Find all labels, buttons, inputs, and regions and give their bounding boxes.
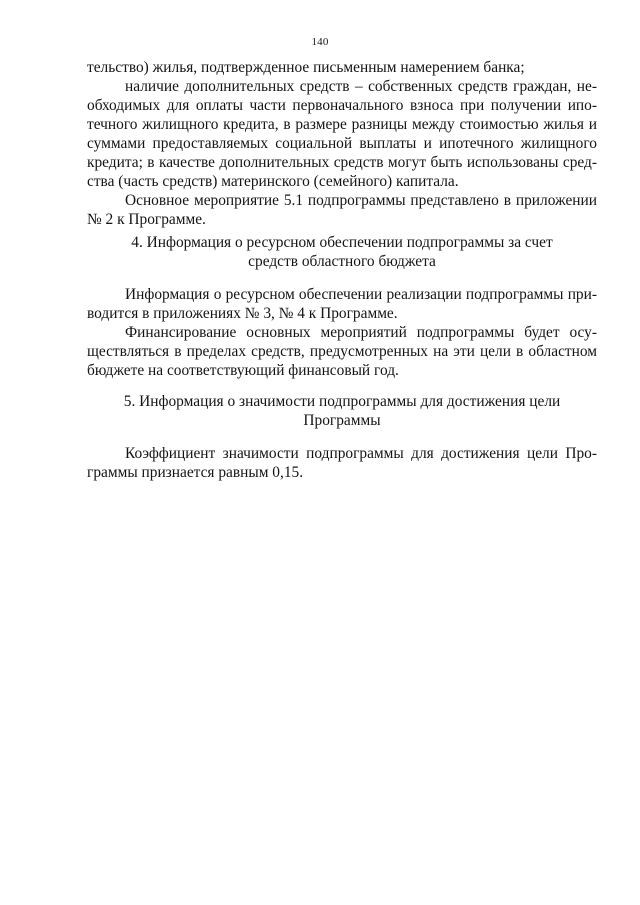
section-5-body (87, 444, 597, 482)
text-line: тельство) жилья, подтвержденное письменным намерением банка; (87, 59, 525, 76)
heading-line: 4. Информация о ресурсном обеспечении подпрограммы за счет (131, 234, 553, 251)
section-4-heading (87, 233, 597, 271)
text-line: течного жилищного кредита, в размере разницы между стоимостью жилья и (87, 116, 597, 133)
text-line: кредита; в качестве дополнительных средств могут быть использованы сред- (87, 154, 597, 171)
heading-line: 5. Информация о значимости подпрограммы для достижения цели (123, 393, 561, 410)
text-line: ществляться в пределах средств, предусмотренных на эти цели в областном (87, 343, 597, 360)
text-line: Информация о ресурсном обеспечении реализации подпрограммы при- (125, 286, 597, 303)
intro-paragraphs (87, 58, 597, 229)
heading-line: Программы (303, 412, 381, 429)
text-line: Финансирование основных мероприятий подпрограммы будет осу- (125, 324, 597, 341)
text-line: суммами предоставляемых социальной выплаты и ипотечного жилищного (87, 135, 597, 152)
section-4-body (87, 285, 597, 380)
text-line: № 2 к Программе. (87, 211, 206, 228)
text-line: водится в приложениях № 3, № 4 к Программе. (87, 305, 398, 322)
section-5-heading (87, 392, 597, 430)
text-line: ства (часть средств) материнского (семейного) капитала. (87, 173, 459, 190)
heading-line: средств областного бюджета (248, 253, 436, 270)
page-number: 140 (311, 36, 329, 48)
text-line: Коэффициент значимости подпрограммы для достижения цели Про- (125, 445, 597, 462)
text-line: граммы признается равным 0,15. (87, 464, 304, 481)
text-line: Основное мероприятие 5.1 подпрограммы представлено в приложении (125, 192, 597, 209)
text-line: бюджете на соответствующий финансовый год. (87, 362, 399, 379)
text-line: наличие дополнительных средств – собственных средств граждан, не- (125, 78, 597, 95)
text-line: обходимых для оплаты части первоначального взноса при получении ипо- (87, 97, 597, 114)
